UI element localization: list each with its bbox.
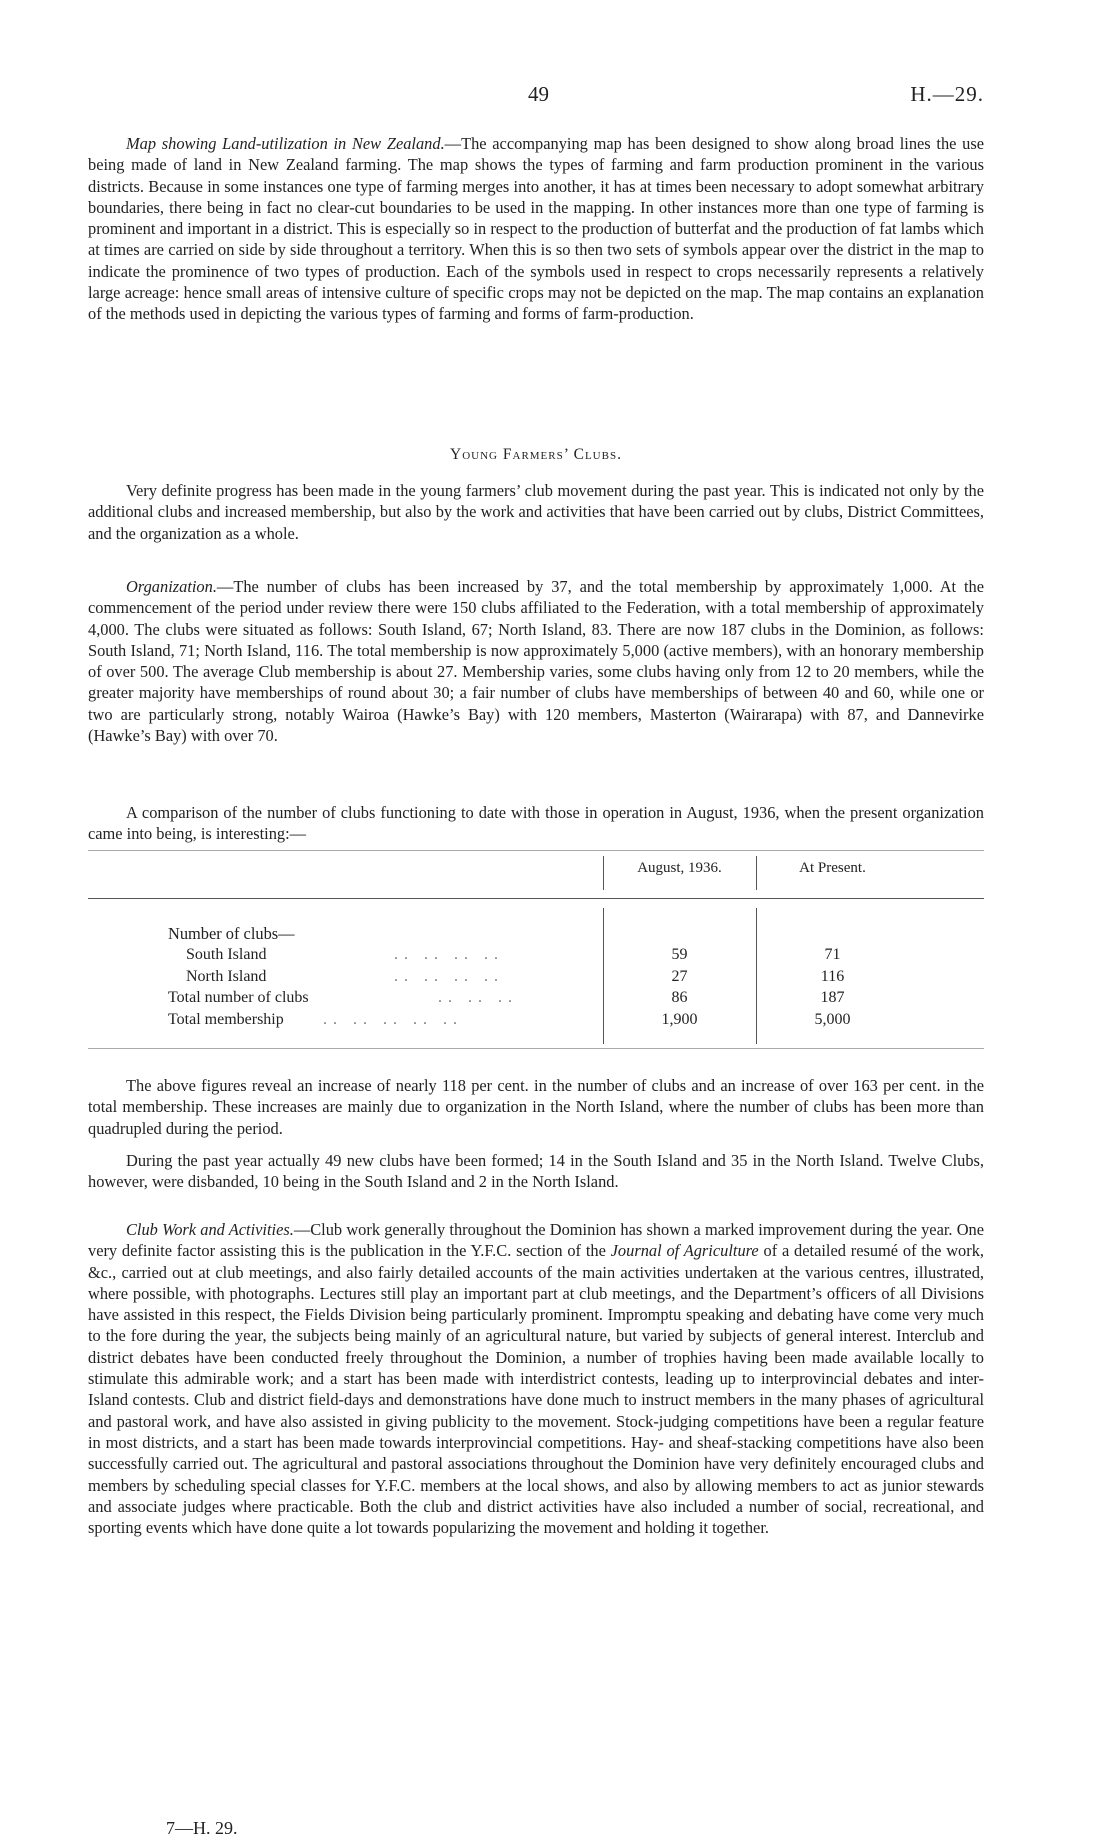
map-section-title: Map showing Land-utilization in New Zealand. xyxy=(126,134,445,153)
row-present-value: 5,000 xyxy=(814,1010,851,1028)
organization-title: Organization. xyxy=(126,577,217,596)
row-aug-value: 86 xyxy=(671,989,688,1006)
table-bottom-rule xyxy=(88,1048,984,1049)
new-clubs-paragraph: During the past year actually 49 new clubs have been formed; 14 in the South Island and 35 in the North Island. Twelve Clubs, however, were disbanded, 10 being in the South Island and 2 in the North Island. xyxy=(88,1151,984,1192)
page-number: 49 xyxy=(528,82,549,106)
col-header-at-present: At Present. xyxy=(799,860,866,876)
comparison-intro-block xyxy=(88,802,984,845)
row-leader-dots: .. .. .. .. xyxy=(394,946,504,963)
row-label: North Island xyxy=(186,967,267,985)
section-heading: Young Farmers’ Clubs. xyxy=(450,446,622,463)
row-label: Total number of clubs xyxy=(168,989,309,1006)
document-reference: H.—29. xyxy=(910,82,984,106)
journal-title: Journal of Agriculture xyxy=(610,1241,759,1261)
row-present-value: 116 xyxy=(820,967,845,985)
table-header-rule xyxy=(88,898,984,899)
row-leader-dots: .. .. .. .. .. xyxy=(323,1010,463,1028)
club-work-title: Club Work and Activities. xyxy=(126,1220,294,1239)
after-table-block xyxy=(88,1075,984,1139)
organization-text: —The number of clubs has been increased by 37, and the total membership by approximately 1,000. At the commencement of the period under review there were 150 clubs affiliated to the Federation, with a total membership of approximately 4,000. The clubs were situated as follows: South Island, 67; North Island, 83. There are now 187 clubs in the Dominion, as follows: South Island, 71; North Island, 116. The total membership is now approximately 5,000 (active members), with an honorary membership of over 500. The average Club membership is about 27. Membership varies, some clubs having only from 12 to 20 members, while the greater majority have memberships of round about 30; a fair number of clubs have memberships of between 40 and 60, while one or two are particularly strong, notably Wairoa (Hawke’s Bay) with 120 members, Masterton (Wairarapa) with 87, and Dannevirke (Hawke’s Bay) with over 70. xyxy=(88,577,984,746)
row-label: Total membership xyxy=(168,1010,284,1028)
after-table-paragraph: The above figures reveal an increase of nearly 118 per cent. in the number of clubs and an increase of over 163 per cent. in the total membership. These increases are mainly due to organization in the North Island, where the number of clubs has been more than quadrupled during the period. xyxy=(88,1076,984,1138)
row-aug-value: 1,900 xyxy=(661,1010,698,1028)
map-paragraph xyxy=(88,133,984,325)
table-row xyxy=(168,989,968,1011)
row-leader-dots: .. .. .. xyxy=(438,989,518,1006)
club-work-text-b: of a detailed resumé of the work, &c., carried out at club meetings, and also fairly detailed accounts of the main activities undertaken at the various centres, illustrated, where possible, with photographs. Lectures still play an important part at club meetings, and the Department’s officers of all Divisions have assisted in this respect, the Fields Division being particularly prominent. Impromptu speaking and debating have come very much to the fore during the year, the subjects being mainly of an agricultural nature, but varied by subjects of general interest. Interclub and district debates have been conducted freely throughout the Dominion, a number of trophies having been made available locally to stimulate this admirable work; and a start has been made with interdistrict contests, leading up to interprovincial debates and inter-Island contests. Club and district field-days and demonstrations have done much to instruct members in the many phases of agricultural and pastoral work, and have also assisted in giving publicity to the movement. Stock-judging competitions have been a regular feature in most districts, and a start has been made towards interprovincial competitions. Hay- and sheaf-stacking competitions have also been successfully carried out. The agricultural and pastoral associations throughout the Dominion have very definitely encouraged clubs and members by scheduling special classes for Y.F.C. members at the local shows, and also by allowing members to act as junior stewards and associate judges where practicable. Both the club and district activities have also included a number of social, recreational, and sporting events which have done quite a lot towards popularizing the movement and holding it together. xyxy=(88,1241,984,1538)
organization-block xyxy=(88,576,984,746)
page-header xyxy=(88,82,984,112)
table-row xyxy=(168,968,968,990)
intro-block xyxy=(88,480,984,544)
table-group-label: Number of clubs— xyxy=(168,924,295,943)
club-work-text-a: —Club work generally throughout the Dominion has shown a marked improvement during the year. One very definite factor assisting this is the publication in the Y.F.C. section of the xyxy=(88,1220,985,1261)
comparison-table xyxy=(88,850,984,1050)
new-clubs-block xyxy=(88,1150,984,1193)
table-row xyxy=(168,1011,968,1033)
organization-paragraph xyxy=(88,576,984,746)
club-work-block xyxy=(88,1219,984,1538)
row-leader-dots: .. .. .. .. xyxy=(394,967,504,985)
table-rows xyxy=(168,946,968,1032)
map-paragraph-block xyxy=(88,133,984,325)
col-header-aug-1936: August, 1936. xyxy=(637,860,722,876)
row-present-value: 187 xyxy=(820,989,845,1006)
row-label: South Island xyxy=(186,946,267,963)
map-section-text: —The accompanying map has been designed to show along broad lines the use being made of land in New Zealand farming. The map shows the types of farming and farm production prominent in the various districts. Because in some instances one type of farming merges into another, it has at times been necessary to adopt somewhat arbitrary boundaries, there being in fact no clear-cut boundaries to be used in the mapping. In other instances more than one type of farming is prominent and important in a district. This is especially so in respect to the production of butterfat and the production of fat lambs which at times are carried on side by side throughout a territory. When this is so then two sets of symbols appear over the district in the map to indicate the prominence of two types of production. Each of the symbols used in respect to crops necessarily represents a relatively large acreage: hence small areas of intensive culture of specific crops may not be depicted on the map. The map contains an explanation of the methods used in depicting the various types of farming and forms of farm-production. xyxy=(88,134,984,324)
comparison-intro: A comparison of the number of clubs functioning to date with those in operation in August, 1936, when the present organization came into being, is interesting:— xyxy=(88,803,984,844)
intro-paragraph: Very definite progress has been made in the young farmers’ club movement during the past year. This is indicated not only by the additional clubs and increased membership, but also by the work and activities that have been carried out by clubs, District Committees, and the organization as a whole. xyxy=(88,481,984,543)
table-top-rule xyxy=(88,850,984,851)
club-work-paragraph xyxy=(88,1219,984,1538)
row-present-value: 71 xyxy=(824,946,841,963)
table-row xyxy=(168,946,968,968)
section-heading-wrap xyxy=(88,446,984,464)
row-aug-value: 59 xyxy=(671,946,688,963)
row-aug-value: 27 xyxy=(671,967,688,985)
page-footer-signature: 7—H. 29. xyxy=(166,1818,238,1838)
